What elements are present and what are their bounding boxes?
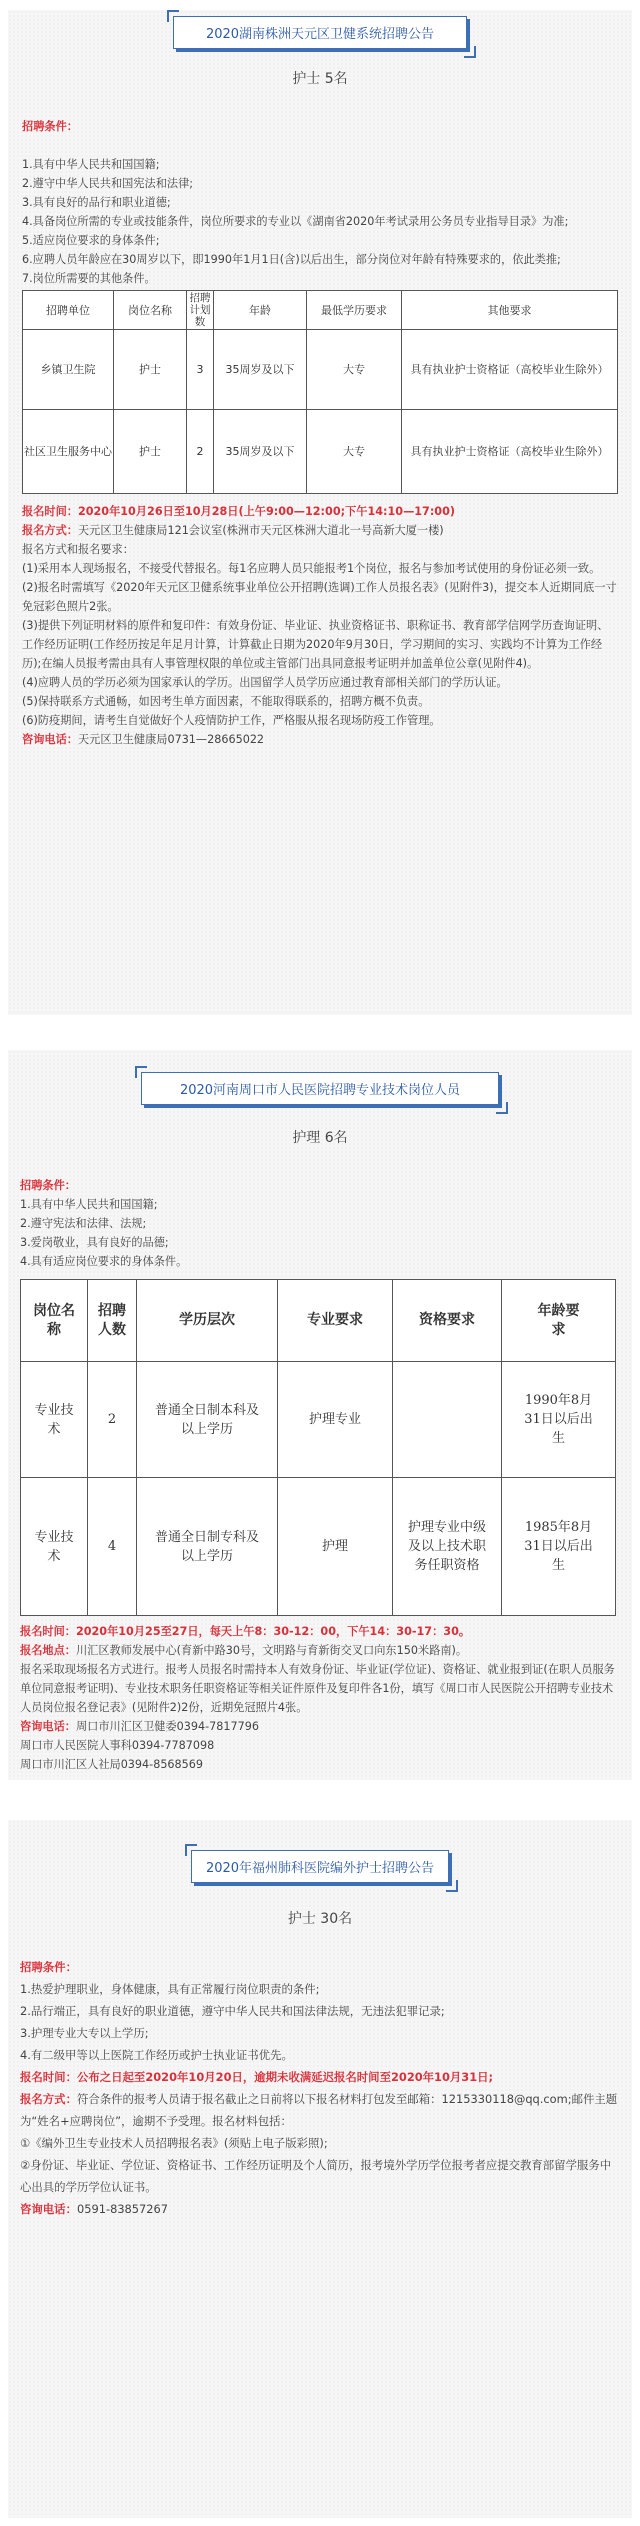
table-cell: 普通全日制专科及以上学历	[137, 1478, 278, 1616]
position-count: 护理 6名	[292, 1130, 348, 1146]
section-title-text: 2020年福州肺科医院编外护士招聘公告	[205, 1861, 435, 1876]
requirement-item: 2.遵守中华人民共和国宪法和法律;	[22, 177, 194, 190]
contact-label: 咨询电话：	[20, 1720, 76, 1733]
table-cell: 护理专业中级及以上技术职务任职资格	[393, 1478, 502, 1616]
table-header-row	[23, 291, 618, 330]
method-line: (5)保持联系方式通畅，如因考生单方面因素，不能取得联系的，招聘方概不负责。	[22, 695, 430, 708]
contact-line: 周口市川汇区卫健委0394-7817796	[75, 1720, 259, 1733]
requirement-item: 1.具有中华人民共和国国籍;	[22, 158, 160, 171]
table-cell: 1990年8月31日以后出生	[502, 1362, 616, 1478]
table-cell: 大专	[307, 330, 402, 410]
header-cell: 其他要求	[402, 291, 618, 330]
header-cell: 岗位名称	[114, 291, 187, 330]
requirement-item: 3.具有良好的品行和职业道德;	[22, 196, 171, 209]
requirement-item: 1.具有中华人民共和国国籍;	[20, 1198, 158, 1211]
header-cell: 招聘人数	[88, 1280, 137, 1362]
section-content	[22, 117, 618, 749]
table-cell: 护士	[114, 410, 187, 494]
contact-line: 周口市人民医院人事科0394-7787098	[20, 1739, 215, 1752]
requirement-item: 2.遵守宪法和法律、法规;	[20, 1217, 147, 1230]
header-cell: 招聘单位	[23, 291, 114, 330]
table-row	[23, 330, 618, 410]
method-line: (2)报名时需填写《2020年天元区卫健系统事业单位公开招聘(选调)工作人员报名表》(见附件3)，提交本人近期同底一寸免冠彩色照片2张。	[22, 581, 617, 613]
notice-card-fuzhou	[8, 1820, 632, 2518]
table-cell: 具有执业护士资格证（高校毕业生除外）	[402, 330, 618, 410]
table-row	[23, 410, 618, 494]
method-line: (3)提供下列证明材料的原件和复印件：有效身份证、毕业证、执业资格证书、职称证书、教育部学信网学历查询证明、工作经历证明(工作经历按足年足月计算，计算截止日期为2020年9月30日，学习期间的实习、实践均不计算为工作经历);在编人员报考需由具有人事管理权限的单位或主管部门出具同意报考证明并加盖单位公章(见附件4)。	[22, 619, 609, 670]
section-title	[141, 1072, 499, 1105]
method-label: 报名方式：	[20, 2092, 77, 2106]
method-text: 报名采取现场报名方式进行。报考人员报名时需持本人有效身份证、毕业证(学位证)、资格证、就业报到证(在职人员服务单位同意报考证明)、专业技术职务任职资格证等相关证件原件及复印件各1份，填写《周口市人民医院公开招聘专业技术人员岗位报名登记表》(见附件2)2份，近期免冠照片4张。	[20, 1663, 615, 1714]
table-cell: 1985年8月31日以后出生	[502, 1478, 616, 1616]
table-cell: 4	[88, 1478, 137, 1616]
contact-line: 周口市川汇区人社局0394-8568569	[20, 1758, 204, 1771]
place-label: 报名地点：	[20, 1644, 76, 1657]
notice-card-zhoukou	[8, 1050, 632, 1780]
requirements-label: 招聘条件：	[22, 120, 78, 133]
requirement-item: 6.应聘人员年龄应在30周岁以下，即1990年1月1日(含)以后出生，部分岗位对年龄有特殊要求的，依此类推;	[22, 253, 561, 266]
time-value: 2020年10月25至27日，每天上午8：30-12：00，下午14：30-17：30。	[75, 1625, 471, 1638]
position-count: 护士 5名	[292, 71, 348, 87]
requirement-item: 7.岗位所需要的其他条件。	[22, 272, 156, 285]
section-content	[20, 1176, 618, 1774]
table-cell: 大专	[307, 410, 402, 494]
method-line: (1)采用本人现场报名，不接受代替报名。每1名应聘人员只能报考1个岗位，报名与参加考试使用的身份证必须一致。	[22, 562, 601, 575]
time-label: 报名时间：	[22, 505, 78, 518]
requirement-item: 4.具备岗位所需的专业或技能条件，岗位所要求的专业以《湖南省2020年考试录用公务员专业指导目录》为准;	[22, 215, 569, 228]
method-line: (6)防疫期间，请考生自觉做好个人疫情防护工作，严格服从报名现场防疫工作管理。	[22, 714, 441, 727]
table-cell: 35周岁及以下	[214, 410, 307, 494]
contact-label: 咨询电话：	[22, 733, 78, 746]
place-value: 川汇区教师发展中心(育新中路30号，文明路与育新街交叉口向东150米路南)。	[75, 1644, 468, 1657]
requirements-label: 招聘条件：	[20, 1960, 77, 1974]
header-cell: 年龄	[214, 291, 307, 330]
section-content	[20, 1956, 618, 2220]
method-value: 符合条件的报考人员请于报名截止之日前将以下报名材料打包发至邮箱：1215330118@qq.com;邮件主题为“姓名+应聘岗位”，逾期不予受理。报名材料包括：	[20, 2092, 618, 2128]
section-title	[191, 1850, 449, 1883]
requirement-item: 3.护理专业大专以上学历;	[20, 2026, 149, 2040]
method-line: 报名方式和报名要求：	[22, 543, 134, 556]
positions-table	[22, 290, 618, 494]
requirement-item: 1.热爱护理职业，身体健康，具有正常履行岗位职责的条件;	[20, 1982, 320, 1996]
header-cell: 招聘计划数	[187, 291, 214, 330]
method-line: (4)应聘人员的学历必须为国家承认的学历。出国留学人员学历应通过教育部相关部门的学历认证。	[22, 676, 508, 689]
table-cell: 乡镇卫生院	[23, 330, 114, 410]
material-item: ②身份证、毕业证、学位证、资格证书、工作经历证明及个人简历，报考境外学历学位报考者应提交教育部留学服务中心出具的学历学位认证书。	[20, 2158, 612, 2194]
contact-label: 咨询电话：	[20, 2202, 77, 2216]
method-value: 天元区卫生健康局121会议室(株洲市天元区株洲大道北一号高新大厦一楼)	[77, 524, 444, 537]
header-cell: 最低学历要求	[307, 291, 402, 330]
table-cell: 具有执业护士资格证（高校毕业生除外）	[402, 410, 618, 494]
time-label: 报名时间：	[20, 2070, 77, 2084]
table-cell: 专业技术	[21, 1362, 88, 1478]
table-cell	[393, 1362, 502, 1478]
table-cell: 2	[187, 410, 214, 494]
section-title-text: 2020河南周口市人民医院招聘专业技术岗位人员	[179, 1083, 461, 1098]
requirement-item: 2.品行端正，具有良好的职业道德，遵守中华人民共和国法律法规，无违法犯罪记录;	[20, 2004, 445, 2018]
contact-value: 0591-83857267	[76, 2202, 169, 2216]
header-cell: 专业要求	[278, 1280, 393, 1362]
table-row	[21, 1362, 616, 1478]
header-cell: 资格要求	[393, 1280, 502, 1362]
table-cell: 护理	[278, 1478, 393, 1616]
table-header-row	[21, 1280, 616, 1362]
table-cell: 护理专业	[278, 1362, 393, 1478]
material-item: ①《编外卫生专业技术人员招聘报名表》(须贴上电子版彩照);	[20, 2136, 328, 2150]
time-value: 2020年10月26日至10月28日(上午9:00—12:00;下午14:10—17:00)	[77, 505, 455, 518]
table-row	[21, 1478, 616, 1616]
contact-value: 天元区卫生健康局0731—28665022	[77, 733, 265, 746]
notice-card-zhuzhou	[8, 10, 632, 1015]
section-title-text: 2020湖南株洲天元区卫健系统招聘公告	[205, 27, 435, 42]
table-cell: 护士	[114, 330, 187, 410]
table-cell: 2	[88, 1362, 137, 1478]
requirement-item: 4.有二级甲等以上医院工作经历或护士执业证书优先。	[20, 2048, 293, 2062]
requirement-item: 4.具有适应岗位要求的身体条件。	[20, 1255, 188, 1268]
section-title	[173, 16, 467, 49]
requirement-item: 3.爱岗敬业，具有良好的品德;	[20, 1236, 169, 1249]
requirement-item: 5.适应岗位要求的身体条件;	[22, 234, 160, 247]
table-cell: 社区卫生服务中心	[23, 410, 114, 494]
header-cell: 岗位名称	[21, 1280, 88, 1362]
table-cell: 3	[187, 330, 214, 410]
time-label: 报名时间：	[20, 1625, 76, 1638]
positions-table	[20, 1279, 616, 1616]
time-value: 公布之日起至2020年10月20日，逾期未收满延迟报名时间至2020年10月31日;	[76, 2070, 494, 2084]
header-cell: 学历层次	[137, 1280, 278, 1362]
method-label: 报名方式：	[22, 524, 78, 537]
table-cell: 普通全日制本科及以上学历	[137, 1362, 278, 1478]
table-cell: 专业技术	[21, 1478, 88, 1616]
requirements-label: 招聘条件：	[20, 1179, 76, 1192]
table-cell: 35周岁及以下	[214, 330, 307, 410]
position-count: 护士 30名	[287, 1911, 353, 1927]
header-cell: 年龄要求	[502, 1280, 616, 1362]
